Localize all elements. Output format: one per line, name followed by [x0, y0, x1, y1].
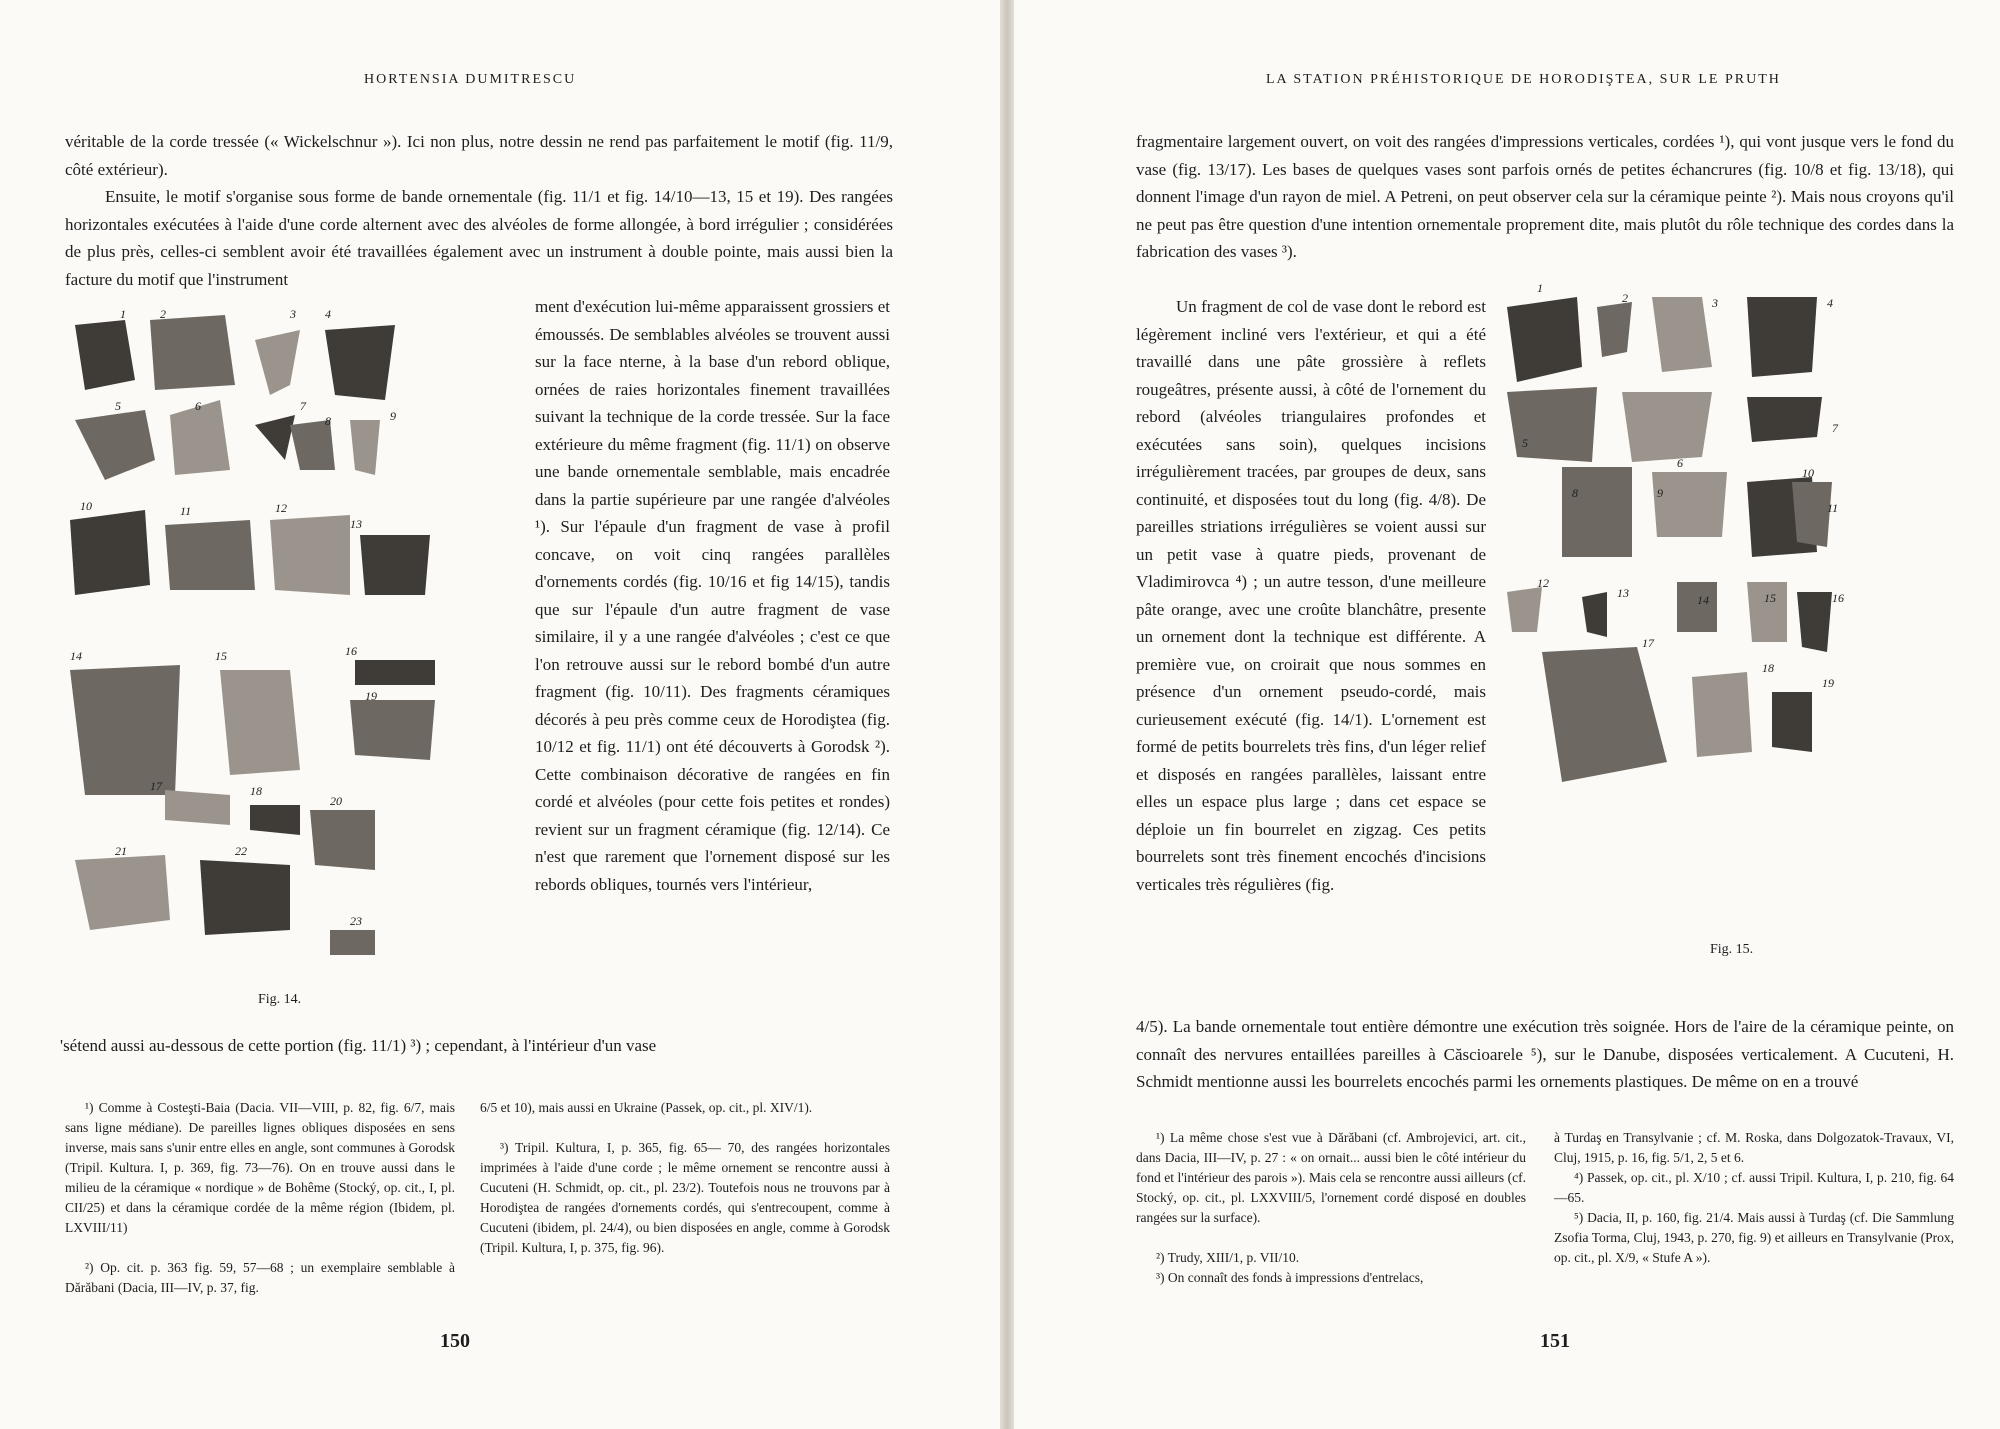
pottery-shard — [310, 810, 375, 870]
shard-photographs — [1502, 281, 1962, 932]
footnote-5: ⁵) Dacia, II, p. 160, fig. 21/4. Mais aussi à Turdaş (cf. Die Sammlung Zsofia Torma, Cluj, 1943, p. 270, fig. 9) et ailleurs en Transylvanie (Prox, op. cit., pl. X/9, « Stufe A »). — [1554, 1210, 1954, 1265]
pottery-shard — [75, 410, 155, 480]
shard-number-label: 12 — [275, 501, 287, 515]
pottery-shard — [1652, 297, 1712, 372]
pottery-shard — [1772, 692, 1812, 752]
page-number: 150 — [440, 1330, 470, 1352]
pottery-shard — [1562, 467, 1632, 557]
pottery-shard — [355, 660, 435, 685]
shard-number-label: 4 — [325, 307, 331, 321]
footnote-2-continued: 6/5 et 10), mais aussi en Ukraine (Passek, op. cit., pl. XIV/1). — [480, 1100, 813, 1115]
shard-number-label: 11 — [180, 504, 192, 518]
footnote-2: ²) Op. cit. p. 363 fig. 59, 57—68 ; un exemplaire semblable à Dărăbani (Dacia, III—IV, p. 37, fig. — [65, 1260, 455, 1295]
pottery-shard — [1582, 592, 1607, 637]
shard-number-label: 2 — [1622, 291, 1628, 305]
pottery-shard — [1622, 392, 1712, 462]
shard-number-label: 4 — [1827, 296, 1833, 310]
shard-number-label: 21 — [115, 844, 127, 858]
shard-number-label: 17 — [150, 779, 162, 793]
shard-number-label: 17 — [1642, 636, 1654, 650]
pottery-shard — [1747, 397, 1822, 442]
shard-number-label: 19 — [365, 689, 377, 703]
pottery-shard — [165, 790, 230, 825]
paragraph-1: fragmentaire largement ouvert, on voit des rangées d'impressions verticales, cordées ¹), qui vont jusque vers le fond du vase (fig. 13/17). Les bases de quelques vases sont parfois ornés de petites échancrures (fig. 10/8 et fig. 13/18), qui donnent l'image d'un rayon de miel. A Petreni, on peut observer cela sur la céramique peinte ²). Mais nous croyons qu'il ne peut pas être question d'une intention ornementale proprement dite, mais plutôt du rôle technique des cordes dans la fabrication des vases ³). — [1136, 132, 1954, 261]
paragraph-3: 4/5). La bande ornementale tout entière démontre une exécution très soignée. Hors de l'aire de la céramique peinte, on connaît des nervures entaillées pareilles à Căscioarele ⁵), sur le Danube, disposées verticalement. A Cucuteni, H. Schmidt mentionne aussi les bourrelets encochés parmi les ornements plastiques. De même on en a trouvé — [1136, 1017, 1954, 1091]
footnote-1: ¹) Comme à Costeşti-Baia (Dacia. VII—VIII, p. 82, fig. 6/7, mais sans ligne médiane). De pareilles lignes obliques disposées en sens inverse, mais sans s'unir entre elles en angle, sont communes à Gorodsk (Tripil. Kultura. I, p. 369, fig. 73—76). On en trouve aussi dans le milieu de la céramique « nordique » de Bohême (Stocký, op. cit., I, pl. CII/25) et dans la céramique cordée de la même région (Ibidem, pl. LXVIII/11) — [65, 1100, 455, 1235]
shard-number-label: 14 — [1697, 593, 1709, 607]
shard-photographs — [65, 307, 520, 1010]
shard-number-label: 14 — [70, 649, 82, 663]
shard-number-label: 7 — [300, 399, 306, 413]
shard-number-label: 2 — [160, 307, 166, 321]
book-gutter — [1000, 0, 1014, 1429]
shard-number-label: 8 — [1572, 486, 1578, 500]
pottery-shard — [250, 805, 300, 835]
shard-number-label: 1 — [1537, 281, 1543, 295]
pottery-shard — [1507, 387, 1597, 462]
pottery-shard — [255, 415, 295, 460]
shard-number-label: 5 — [115, 399, 121, 413]
footnote-3: ³) Tripil. Kultura, I, p. 365, fig. 65— 70, des rangées horizontales imprimées à l'aide d'une corde ; le même ornement se rencontre aussi à Cucuteni (H. Schmidt, op. cit., pl. 23/2). Toutefois nous ne trouvons par à Horodiştea de rangées d'ornements cordés, qui s'entrecoupent, comme à Cucuteni (ibidem, pl. 24/4), ou bien disposées en angle, comme à Gorodsk (Tripil. Kultura, I, p. 375, fig. 96). — [480, 1140, 890, 1255]
shard-number-label: 3 — [290, 307, 296, 321]
footnote-4: ⁴) Passek, op. cit., pl. X/10 ; cf. aussi Tripil. Kultura, I, p. 210, fig. 64—65. — [1554, 1170, 1954, 1205]
pottery-shard — [1692, 672, 1752, 757]
shard-number-label: 8 — [325, 414, 331, 428]
pottery-shard — [1507, 297, 1582, 382]
shard-number-label: 15 — [1764, 591, 1776, 605]
pottery-shard — [1652, 472, 1727, 537]
figure-14-caption: Fig. 14. — [258, 992, 302, 1007]
paragraph-1: véritable de la corde tressée (« Wickelschnur »). Ici non plus, notre dessin ne rend pas parfaitement le motif (fig. 11/9, côté extérieur). — [65, 132, 893, 179]
footnote-3: ³) On connaît des fonds à impressions d'entrelacs, — [1156, 1270, 1424, 1285]
shard-number-label: 18 — [1762, 661, 1774, 675]
paragraph-4: 'sétend aussi au-dessous de cette portion (fig. 11/1) ³) ; cependant, à l'intérieur d'un vase — [60, 1036, 657, 1055]
pottery-shard — [1792, 482, 1832, 547]
pottery-shard — [1597, 302, 1632, 357]
shard-number-label: 1 — [120, 307, 126, 321]
footnote-1: ¹) La même chose s'est vue à Dărăbani (cf. Ambrojevici, art. cit., dans Dacia, III—IV, p. 27 : « on ornait... aussi bien le côté intérieur du fond et l'intérieur des parois »). Mais cela se rencontre aussi ailleurs (cf. Stocký, op. cit., pl. LXXVIII/5, l'ornement cordé disposé en doubles rangées sur la surface). — [1136, 1130, 1526, 1225]
pottery-shard — [325, 325, 395, 400]
shard-number-label: 6 — [1677, 456, 1683, 470]
running-header: HORTENSIA DUMITRESCU — [364, 72, 577, 87]
paragraph-3: ment d'exécution lui-même apparaissent grossiers et émoussés. De semblables alvéoles se trouvent aussi sur la face nterne, à la base d'un rebord oblique, ornées de raies horizontales finement travaillées suivant la technique de la corde tressée. Sur la face extérieure du même fragment (fig. 11/1) on observe une bande ornementale semblable, mais encadrée dans la partie supérieure par une rangée d'alvéoles ¹). Sur l'épaule d'un fragment de vase à profil concave, on voit cinq rangées parallèles d'ornements cordés (fig. 10/16 et fig 14/15), tandis que sur l'épaule d'un autre fragment de vase similaire, il y a une rangée d'alvéoles ; c'est ce que l'on retrouve aussi sur le rebord bombé d'un autre fragment (fig. 10/11). Des fragments céramiques décorés à peu près comme ceux de Horodiştea (fig. 10/12 et fig. 11/1) ont été découverts à Gorodsk ²). Cette combinaison décorative de rangées en fin cordé et alvéoles (pour cette fois petites et rondes) revient sur un fragment céramique (fig. 12/14). Ce n'est que rarement que l'ornement disposé sur les rebords obliques, tournés vers l'intérieur, — [535, 297, 890, 894]
footnote-3-continued: à Turdaş en Transylvanie ; cf. M. Roska, dans Dolgozatok-Travaux, VI, Cluj, 1915, p. 16, fig. 5/1, 2, 5 et 6. — [1554, 1130, 1954, 1165]
figure-14-plate — [65, 307, 520, 1010]
pottery-shard — [70, 510, 150, 595]
shard-number-label: 5 — [1522, 436, 1528, 450]
shard-number-label: 9 — [390, 409, 396, 423]
paragraph-2: Un fragment de col de vase dont le rebord est légèrement incliné vers l'extérieur, et qui a été travaillé dans une pâte grossière à reflets rougeâtres, présente aussi, à côté de l'ornement du rebord (alvéoles triangulaires profondes et exécutées sans soin), quelques incisions irrégulièrement tracées, par groupes de deux, sans continuité, et disposées tout du long (fig. 4/8). De pareilles striations irrégulières se voient aussi sur un petit vase à quatre pieds, provenant de Vladimirovca ⁴) ; un autre tesson, d'une meilleure pâte orange, avec une croûte blanchâtre, presente un ornement dont la technique est différente. A première vue, on croirait que nous sommes en présence d'un ornement pseudo-cordé, mais curieusement exécuté (fig. 14/1). L'ornement est formé de petits bourrelets très fins, d'un léger relief et disposés en rangées parallèles, laissant entre elles un espace plus large ; dans cet espace se déploie un fin bourrelet en zigzag. Ces petits bourrelets sont très finement encochés d'incisions verticales très régulières (fig. — [1136, 297, 1486, 894]
shard-number-label: 11 — [1827, 501, 1839, 515]
shard-number-label: 9 — [1657, 486, 1663, 500]
figure-15-plate — [1502, 281, 1962, 932]
pottery-shard — [350, 420, 380, 475]
page-number: 151 — [1540, 1330, 1570, 1352]
shard-number-label: 22 — [235, 844, 247, 858]
shard-number-label: 19 — [1822, 676, 1834, 690]
shard-number-label: 12 — [1537, 576, 1549, 590]
pottery-shard — [220, 670, 300, 775]
pottery-shard — [255, 330, 300, 395]
pottery-shard — [1747, 297, 1817, 377]
shard-number-label: 7 — [1832, 421, 1838, 435]
shard-number-label: 10 — [80, 499, 92, 513]
shard-number-label: 23 — [350, 914, 362, 928]
pottery-shard — [330, 930, 375, 955]
pottery-shard — [70, 665, 180, 795]
pottery-shard — [1797, 592, 1832, 652]
shard-number-label: 3 — [1712, 296, 1718, 310]
pottery-shard — [200, 860, 290, 935]
footnote-2: ²) Trudy, XIII/1, p. VII/10. — [1156, 1250, 1300, 1265]
shard-number-label: 15 — [215, 649, 227, 663]
pottery-shard — [1542, 647, 1667, 782]
shard-number-label: 13 — [350, 517, 362, 531]
figure-15-caption: Fig. 15. — [1710, 942, 1754, 957]
running-header: LA STATION PRÉHISTORIQUE DE HORODIŞTEA, SUR LE PRUTH — [1266, 72, 1781, 87]
shard-number-label: 18 — [250, 784, 262, 798]
shard-number-label: 6 — [195, 399, 201, 413]
paragraph-2: Ensuite, le motif s'organise sous forme de bande ornementale (fig. 11/1 et fig. 14/10—13, 15 et 19). Des rangées horizontales exécutées à l'aide d'une corde alternent avec des alvéoles de forme allongée, à bord irrégulier ; considérées de plus près, celles-ci semblent avoir été travaillées également avec un instrument à double pointe, mais aussi bien la facture du motif que l'instrument — [65, 187, 893, 289]
pottery-shard — [270, 515, 350, 595]
shard-number-label: 13 — [1617, 586, 1629, 600]
right-page — [1014, 0, 2000, 1429]
pottery-shard — [1677, 582, 1717, 632]
pottery-shard — [75, 855, 170, 930]
shard-number-label: 20 — [330, 794, 342, 808]
shard-number-label: 16 — [1832, 591, 1844, 605]
pottery-shard — [1507, 587, 1542, 632]
pottery-shard — [165, 520, 255, 590]
shard-number-label: 10 — [1802, 466, 1814, 480]
pottery-shard — [350, 700, 435, 760]
pottery-shard — [75, 320, 135, 390]
pottery-shard — [360, 535, 430, 595]
shard-number-label: 16 — [345, 644, 357, 658]
pottery-shard — [150, 315, 235, 390]
